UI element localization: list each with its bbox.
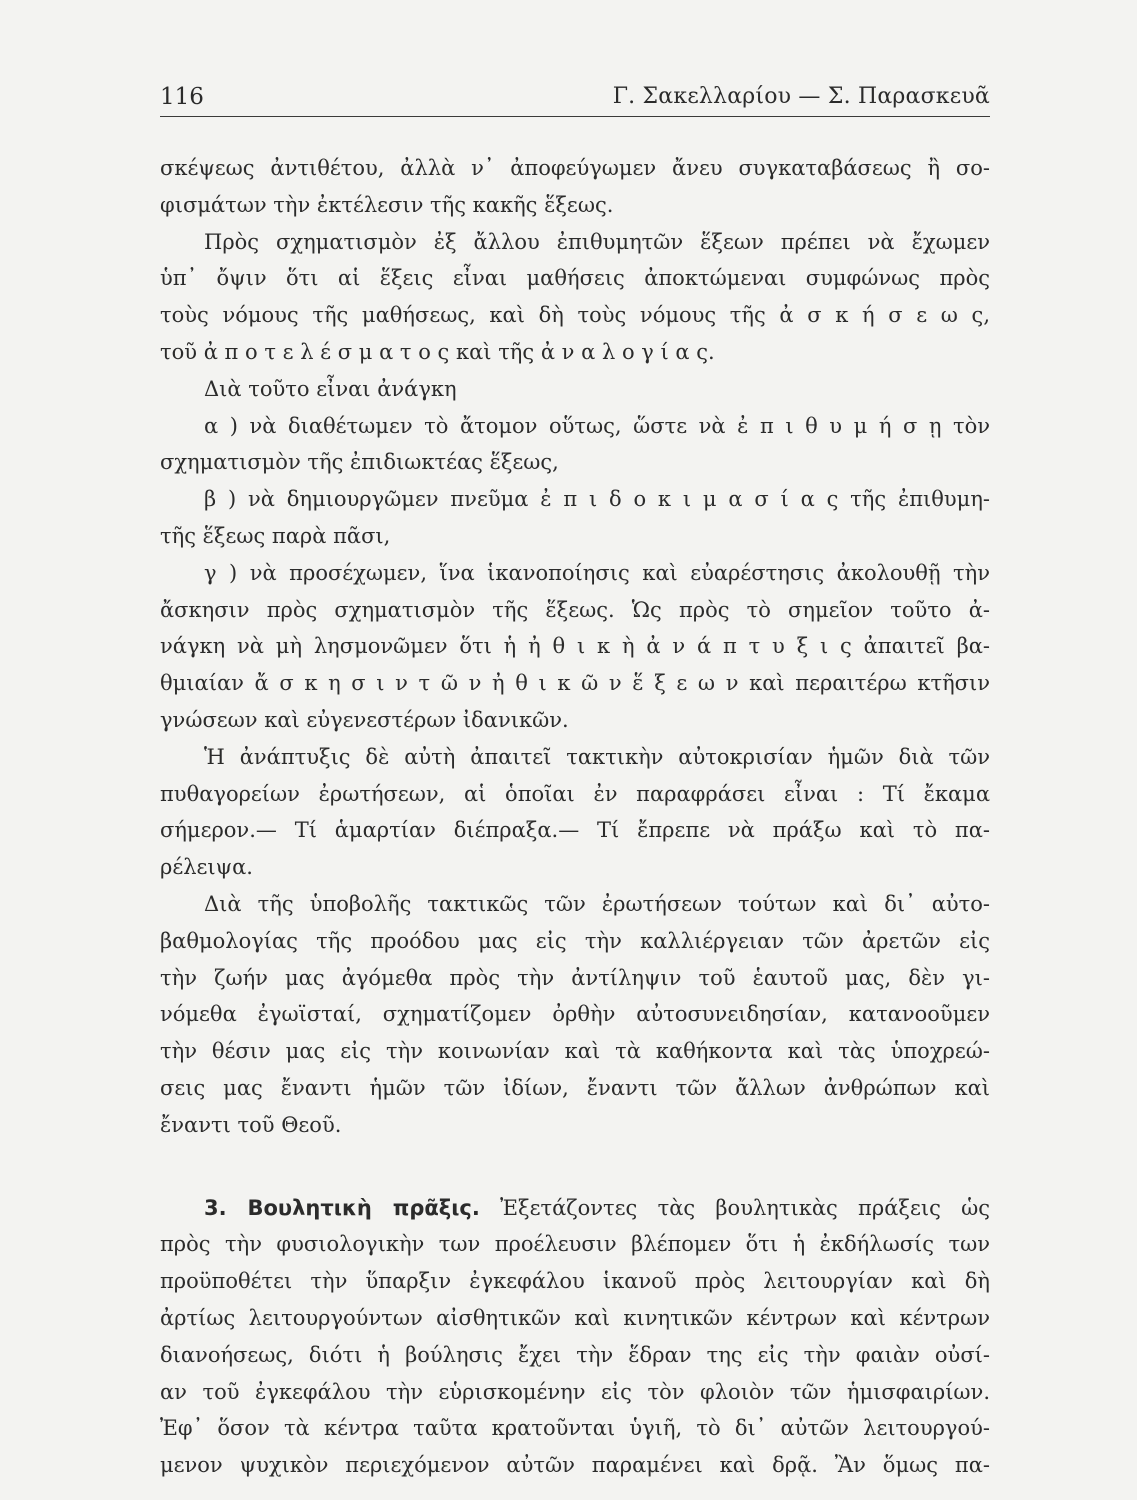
text-line: σκέψεως ἀντιθέτου, ἀλλὰ ν᾿ ἀποφεύγωμεν ἄνευ συγκαταβάσεως ἢ σο- [160,156,990,180]
text-line: Διὰ τῆς ὑποβολῆς τακτικῶς τῶν ἐρωτήσεων τούτων καὶ δι᾿ αὐτο- [204,891,990,916]
main-text [160,150,990,1144]
text-line: ὑπ᾿ ὄψιν ὅτι αἱ ἕξεις εἶναι μαθήσεις ἀποκτώμεναι συμφώνως πρὸς [160,266,990,291]
text-line: τοῦ ἀ π ο τ ε λ έ σ μ α τ ο ς καὶ τῆς ἀ ν α λ ο γ ί α ς. [160,339,715,364]
page-body [160,150,990,1484]
section-first-line-text: Ἐξετάζοντες τὰς βουλητικὰς πράξεις ὡς [500,1195,990,1220]
page-number: 116 [160,84,204,110]
text-line: β ) νὰ δημιουργῶμεν πνεῦμα ἐ π ι δ ο κ ι μ α σ ί α ς τῆς ἐπιθυμη- [204,487,990,512]
text-line: μενον ψυχικὸν περιεχόμενον αὐτῶν παραμένει καὶ δρᾷ. Ἂν ὅμως πα- [160,1453,990,1478]
text-line: βαθμολογίας τῆς προόδου μας εἰς τὴν καλλιέργειαν τῶν ἀρετῶν εἰς [160,928,990,953]
text-line: Πρὸς σχηματισμὸν ἐξ ἄλλου ἐπιθυμητῶν ἕξεων πρέπει νὰ ἔχωμεν [204,229,990,254]
text-line: ρέλειψα. [160,855,253,880]
text-line: Ἡ ἀνάπτυξις δὲ αὐτὴ ἀπαιτεῖ τακτικὴν αὐτοκρισίαν ἡμῶν διὰ τῶν [204,744,990,769]
text-line: γνώσεων καὶ εὐγενεστέρων ἰδανικῶν. [160,707,569,732]
text-line: σχηματισμὸν τῆς ἐπιδιωκτέας ἕξεως, [160,450,559,475]
text-line: τὴν θέσιν μας εἰς τὴν κοινωνίαν καὶ τὰ καθήκοντα καὶ τὰς ὑποχρεώ- [160,1039,990,1064]
text-line: τῆς ἕξεως παρὰ πᾶσι, [160,523,391,548]
text-line: νόμεθα ἐγωϊσταί, σχηματίζομεν ὀρθὴν αὐτοσυνειδησίαν, κατανοοῦμεν [160,1002,990,1027]
text-line: θμιαίαν ἄ σ κ η σ ι ν τ ῶ ν ἠ θ ι κ ῶ ν ἕ ξ ε ω ν καὶ περαιτέρω κτῆσιν [160,671,990,696]
text-line: πρὸς τὴν φυσιολογικὴν των προέλευσιν βλέπομεν ὅτι ἡ ἐκδήλωσίς των [160,1232,990,1257]
text-line: νάγκη νὰ μὴ λησμονῶμεν ὅτι ἡ ἠ θ ι κ ὴ ἀ ν ά π τ υ ξ ι ς ἀπαιτεῖ βα- [160,634,990,659]
text-line: ἔναντι τοῦ Θεοῦ. [160,1112,342,1137]
page-header [160,80,990,117]
text-line: γ ) νὰ προσέχωμεν, ἵνα ἱκανοποίησις καὶ εὐαρέστησις ἀκολουθῇ τὴν [204,560,990,585]
section-first-line [160,1190,990,1227]
text-line: Διὰ τοῦτο εἶναι ἀνάγκη [204,376,457,401]
text-line: φισμάτων τὴν ἐκτέλεσιν τῆς κακῆς ἕξεως. [160,192,614,217]
text-line: ἄσκησιν πρὸς σχηματισμὸν τῆς ἕξεως. Ὡς πρὸς τὸ σημεῖον τοῦτο ἀ- [160,597,990,622]
text-line: σήμερον.— Τί ἁμαρτίαν διέπραξα.— Τί ἔπρεπε νὰ πράξω καὶ τὸ πα- [160,818,990,843]
section-gap [160,1144,990,1190]
text-line: τοὺς νόμους τῆς μαθήσεως, καὶ δὴ τοὺς νόμους τῆς ἀ σ κ ή σ ε ω ς, [160,303,990,328]
section-heading: 3. Βουλητικὴ πρᾶξις. [204,1195,480,1220]
text-line: α ) νὰ διαθέτωμεν τὸ ἄτομον οὕτως, ὥστε νὰ ἐ π ι θ υ μ ή σ ῃ τὸν [204,413,990,438]
text-line: ἀρτίως λειτουργούντων αἰσθητικῶν καὶ κινητικῶν κέντρων καὶ κέντρων [160,1305,990,1330]
text-line: τὴν ζωήν μας ἀγόμεθα πρὸς τὴν ἀντίληψιν τοῦ ἑαυτοῦ μας, δὲν γι- [160,965,990,990]
text-line: αν τοῦ ἐγκεφάλου τὴν εὑρισκομένην εἰς τὸν φλοιὸν τῶν ἡμισφαιρίων. [160,1379,990,1404]
text-line: Ἐφ᾿ ὅσον τὰ κέντρα ταῦτα κρατοῦνται ὑγιῆ, τὸ δι᾿ αὐτῶν λειτουργού- [160,1416,990,1441]
text-line: προϋποθέτει τὴν ὕπαρξιν ἐγκεφάλου ἱκανοῦ πρὸς λειτουργίαν καὶ δὴ [160,1269,990,1294]
text-line: διανοήσεως, διότι ἡ βούλησις ἔχει τὴν ἕδραν της εἰς τὴν φαιὰν οὐσί- [160,1342,990,1367]
section-text [160,1226,990,1484]
text-line: πυθαγορείων ἐρωτήσεων, αἱ ὁποῖαι ἐν παραφράσει εἶναι : Τί ἔκαμα [160,781,990,806]
text-line: σεις μας ἔναντι ἡμῶν τῶν ἰδίων, ἔναντι τῶν ἄλλων ἀνθρώπων καὶ [160,1075,990,1100]
running-head: Γ. Σακελλαρίου — Σ. Παρασκευᾶ [612,84,990,109]
